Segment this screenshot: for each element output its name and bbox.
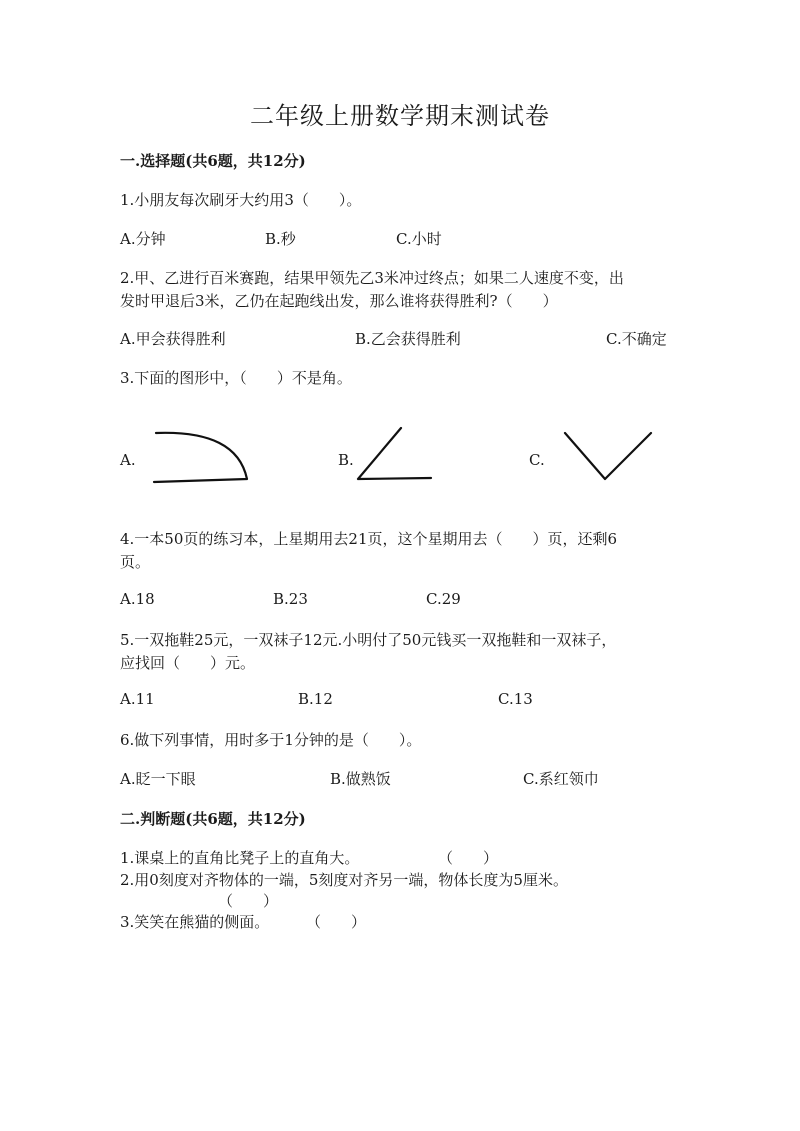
q5-option-c: C.13 [498, 690, 533, 708]
section-heading-judgement: 二.判断题(共6题，共12分) [120, 810, 306, 828]
q4-option-b: B.23 [273, 590, 308, 608]
judgement-1-blank: （ ） [438, 849, 499, 867]
q2-option-a: A.甲会获得胜利 [120, 330, 226, 348]
q3-option-c: C. [529, 451, 545, 469]
judgement-2-blank: （ ） [218, 892, 279, 910]
q3-figure-b-angle [352, 422, 437, 484]
q1-option-b: B.秒 [265, 230, 296, 248]
q1-option-a: A.分钟 [120, 230, 166, 248]
question-4-line-2: 页。 [120, 553, 151, 571]
q6-option-a: A.眨一下眼 [120, 770, 196, 788]
q1-option-c: C.小时 [396, 230, 442, 248]
question-5-line-1: 5.一双拖鞋25元，一双袜子12元.小明付了50元钱买一双拖鞋和一双袜子， [120, 631, 617, 649]
q3-figure-c-angle [560, 428, 656, 484]
section-heading-choice: 一.选择题(共6题，共12分) [120, 152, 306, 170]
question-5-line-2: 应找回（ ）元。 [120, 654, 256, 672]
judgement-1: 1.课桌上的直角比凳子上的直角大。 [120, 849, 360, 867]
page-title: 二年级上册数学期末测试卷 [250, 102, 550, 130]
q4-option-a: A.18 [120, 590, 155, 608]
q3-option-b: B. [338, 451, 354, 469]
question-1: 1.小朋友每次刷牙大约用3（ ）。 [120, 191, 362, 209]
question-4-line-1: 4.一本50页的练习本，上星期用去21页，这个星期用去（ ）页，还剩6 [120, 530, 618, 548]
q4-option-c: C.29 [426, 590, 461, 608]
q2-option-b: B.乙会获得胜利 [355, 330, 461, 348]
q6-option-b: B.做熟饭 [330, 770, 391, 788]
question-2-line-2: 发时甲退后3米，乙仍在起跑线出发，那么谁将获得胜利?（ ） [120, 292, 558, 310]
question-2-line-1: 2.甲、乙进行百米赛跑，结果甲领先乙3米冲过终点；如果二人速度不变，出 [120, 269, 624, 287]
question-6: 6.做下列事情，用时多于1分钟的是（ ）。 [120, 731, 422, 749]
q3-option-a: A. [120, 451, 136, 469]
judgement-3: 3.笑笑在熊猫的侧面。 [120, 913, 270, 931]
judgement-2: 2.用0刻度对齐物体的一端，5刻度对齐另一端，物体长度为5厘米。 [120, 871, 568, 889]
q6-option-c: C.系红领巾 [523, 770, 599, 788]
q3-figure-a-curve [150, 428, 255, 488]
q2-option-c: C.不确定 [606, 330, 667, 348]
judgement-3-blank: （ ） [306, 913, 367, 931]
q5-option-a: A.11 [120, 690, 155, 708]
question-3: 3.下面的图形中，（ ）不是角。 [120, 369, 352, 387]
q5-option-b: B.12 [298, 690, 333, 708]
